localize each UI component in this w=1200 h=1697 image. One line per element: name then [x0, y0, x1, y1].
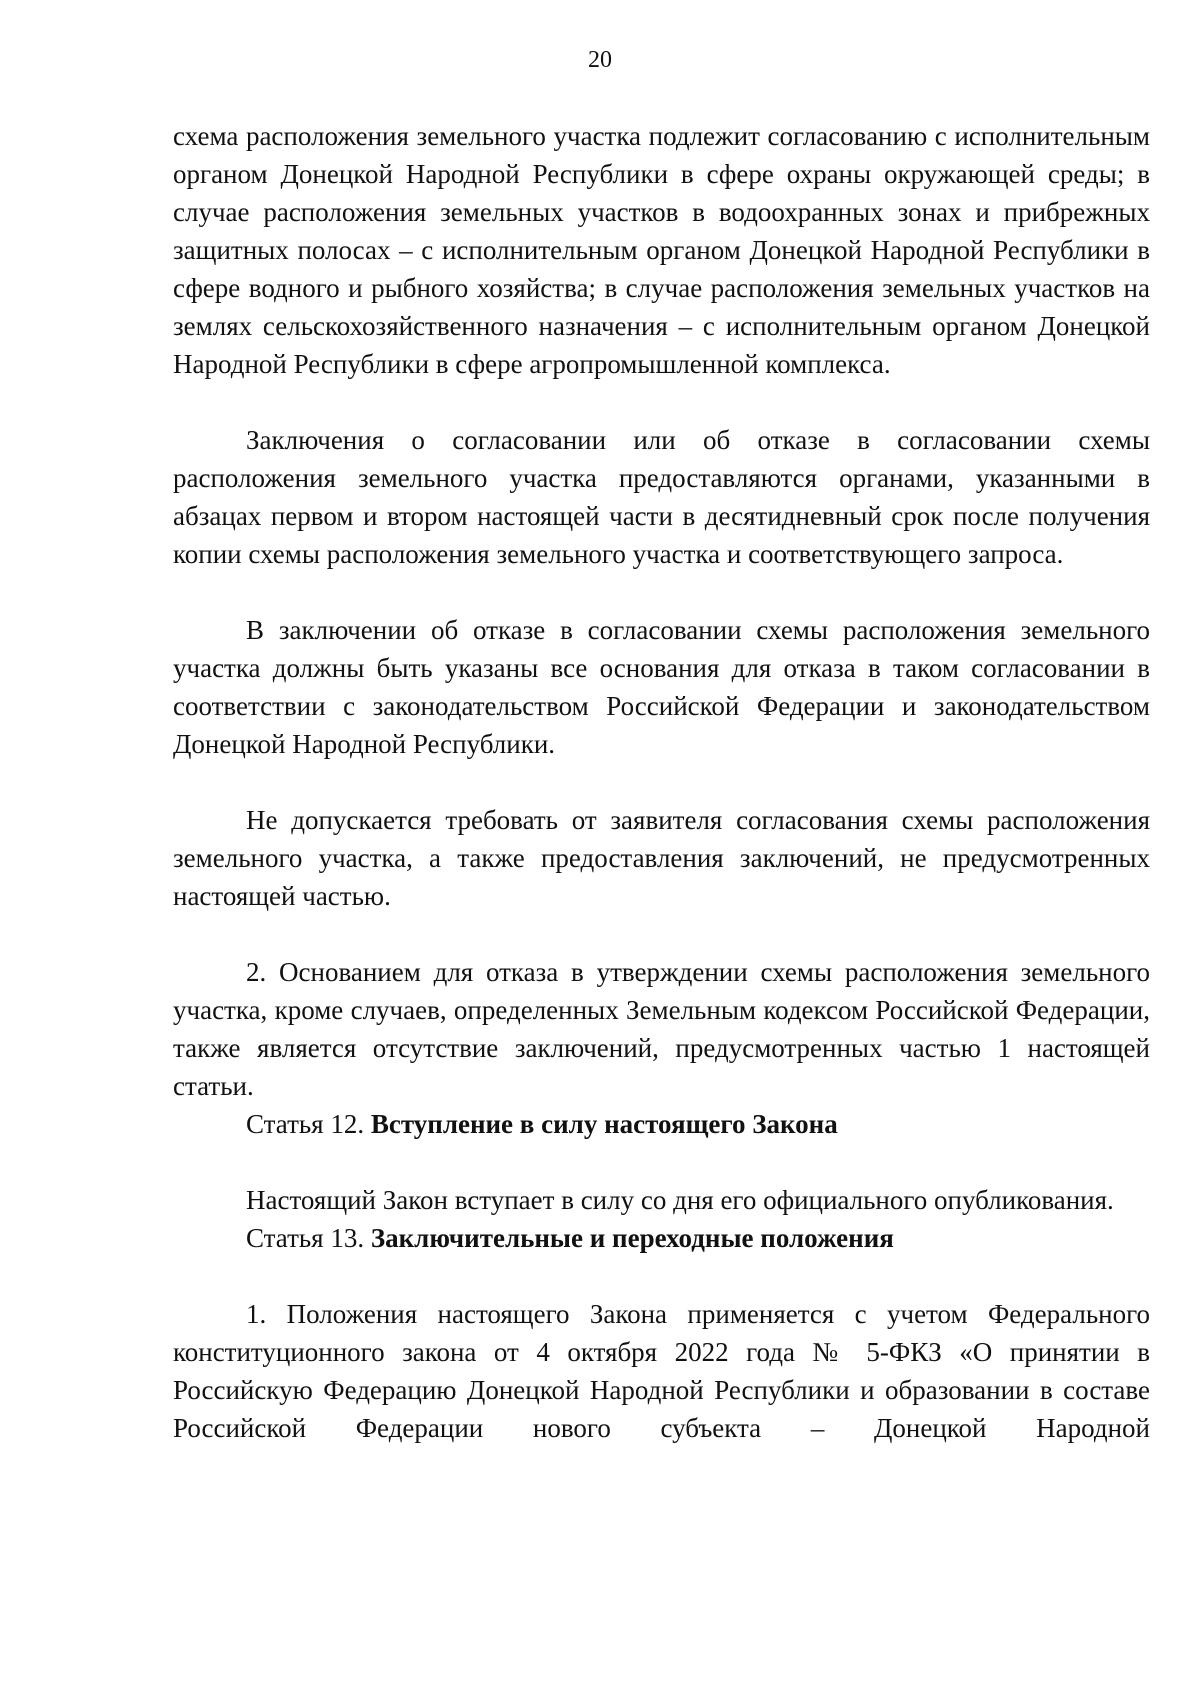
article-12-heading [173, 1105, 1150, 1143]
paragraph-part-2: 2. Основанием для отказа в утверждении схемы расположения земельного участка, кроме случаев, определенных Земельным кодексом Российской Федерации, также является отсутствие заключений, предусмотренных частью 1 настоящей статьи. [173, 957, 1150, 1101]
document-body [173, 117, 1150, 1447]
article-13-label: Статья 13. [246, 1223, 365, 1253]
paragraph-approval-scheme: схема расположения земельного участка подлежит согласованию с исполнительным органом Донецкой Народной Республики в сфере охраны окружающей среды; в случае расположения земельных участков в водоохранных зонах и прибрежных защитных полосах – с исполнительным органом Донецкой Народной Республики в сфере водного и рыбного хозяйства; в случае расположения земельных участков на землях сельскохозяйственного назначения – с исполнительным органом Донецкой Народной Республики в сфере агропромышленной комплекса. [173, 121, 1150, 379]
article-13-heading [173, 1219, 1150, 1257]
paragraph-not-allowed: Не допускается требовать от заявителя согласования схемы расположения земельного участка, а также предоставления заключений, не предусмотренных настоящей частью. [173, 805, 1150, 911]
article-12-title: Вступление в силу настоящего Закона [370, 1109, 838, 1139]
article-12-label: Статья 12. [246, 1109, 365, 1139]
article-13-part-1: 1. Положения настоящего Закона применяется с учетом Федерального конституционного закона от 4 октября 2022 года № 5-ФКЗ «О принятии в Российскую Федерацию Донецкой Народной Республики и образовании в составе Российской Федерации нового субъекта – Донецкой Народной [173, 1299, 1150, 1443]
page-number: 20 [588, 47, 612, 73]
paragraph-conclusions: Заключения о согласовании или об отказе в согласовании схемы расположения земельного участка предоставляются органами, указанными в абзацах первом и втором настоящей части в десятидневный срок после получения копии схемы расположения земельного участка и соответствующего запроса. [173, 425, 1150, 569]
article-12-text: Настоящий Закон вступает в силу со дня его официального опубликования. [246, 1185, 1114, 1215]
paragraph-refusal-grounds: В заключении об отказе в согласовании схемы расположения земельного участка должны быть указаны все основания для отказа в таком согласовании в соответствии с законодательством Российской Федерации и законодательством Донецкой Народной Республики. [173, 615, 1150, 759]
article-13-title: Заключительные и переходные положения [370, 1223, 894, 1253]
